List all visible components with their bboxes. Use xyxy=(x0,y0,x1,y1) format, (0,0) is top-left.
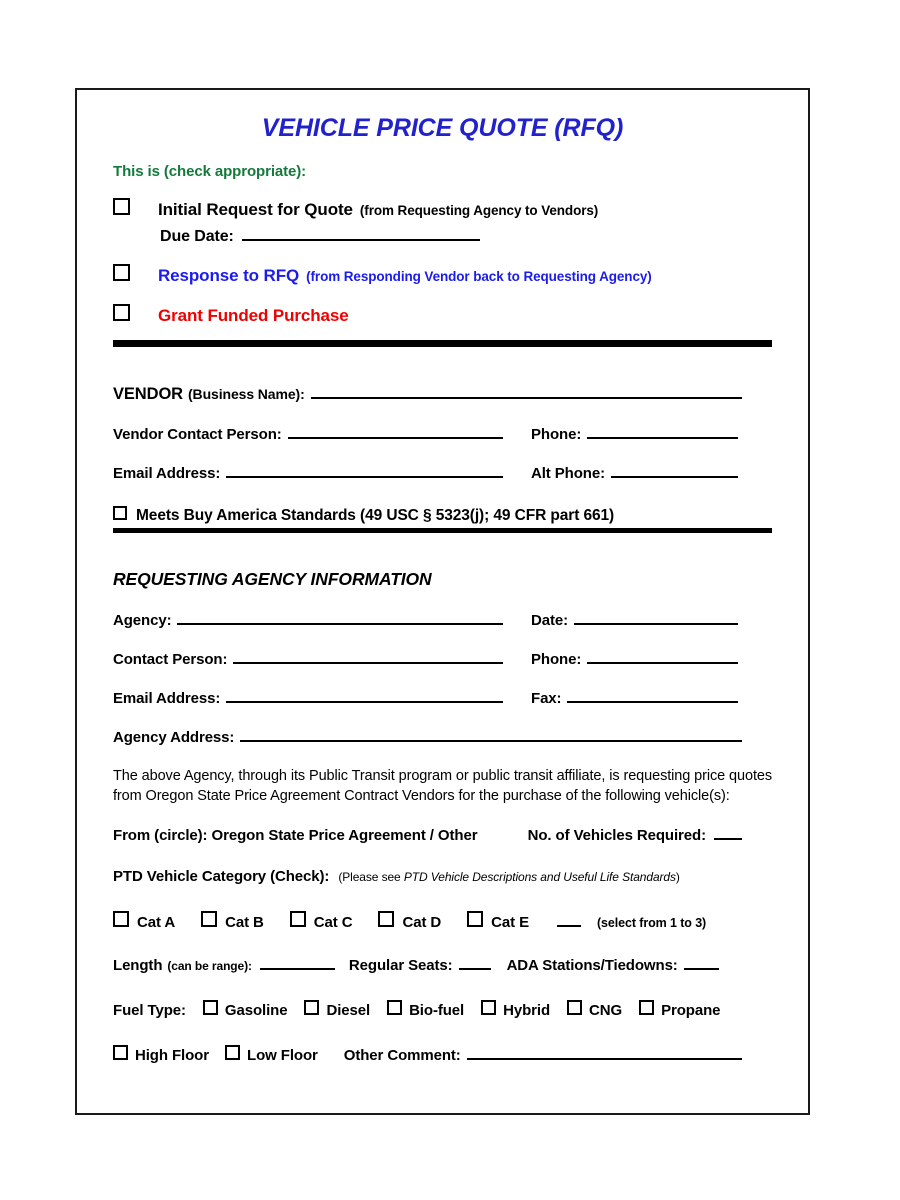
initial-request-label: Initial Request for Quote xyxy=(158,200,353,219)
gasoline-checkbox[interactable] xyxy=(203,1000,218,1015)
fuel-propane-option xyxy=(639,1000,720,1019)
agency-email-blank[interactable] xyxy=(226,691,503,703)
agency-email-row xyxy=(113,690,772,707)
cng-checkbox[interactable] xyxy=(567,1000,582,1015)
cat-d-option xyxy=(378,911,441,931)
vendor-phone-label: Phone: xyxy=(531,426,582,443)
rfq-form-page xyxy=(75,88,810,1115)
fuel-biofuel-option xyxy=(387,1000,464,1019)
propane-label: Propane xyxy=(661,1001,721,1019)
agency-contact-label: Contact Person: xyxy=(113,651,228,668)
ptd-note-prefix: (Please see xyxy=(338,869,404,884)
floor-row xyxy=(113,1045,772,1064)
vehicles-required-label: No. of Vehicles Required: xyxy=(527,826,706,844)
other-comment-blank[interactable] xyxy=(467,1048,742,1060)
gasoline-label: Gasoline xyxy=(224,1001,288,1019)
hybrid-label: Hybrid xyxy=(503,1001,551,1019)
cat-e-label: Cat E xyxy=(491,913,529,931)
ptd-note-title: PTD Vehicle Descriptions and Useful Life Standards xyxy=(403,869,676,884)
ptd-category-row xyxy=(113,868,772,885)
cat-e-option xyxy=(467,911,529,931)
vendor-contact-row xyxy=(113,426,772,443)
vendor-contact-blank[interactable] xyxy=(288,427,503,439)
cat-a-checkbox[interactable] xyxy=(113,911,129,927)
cat-a-label: Cat A xyxy=(137,913,176,931)
agency-name-blank[interactable] xyxy=(177,613,503,625)
section-divider-thin xyxy=(113,528,772,533)
length-row xyxy=(113,957,772,974)
agency-phone-blank[interactable] xyxy=(587,652,738,664)
agency-fax-label: Fax: xyxy=(531,690,562,707)
vehicles-required-blank[interactable] xyxy=(714,828,742,840)
agency-address-blank[interactable] xyxy=(240,730,742,742)
ada-stations-label: ADA Stations/Tiedowns: xyxy=(506,956,678,974)
from-circle-label: From (circle): Oregon State Price Agreement / Other xyxy=(113,826,478,844)
cat-a-option xyxy=(113,911,175,931)
low-floor-checkbox[interactable] xyxy=(225,1045,240,1060)
agency-address-row xyxy=(113,729,772,746)
agency-contact-blank[interactable] xyxy=(233,652,503,664)
ptd-category-note xyxy=(338,870,679,884)
section-divider xyxy=(113,340,772,347)
initial-request-note: (from Requesting Agency to Vendors) xyxy=(359,203,599,218)
vendor-label: VENDOR xyxy=(113,385,183,403)
length-label: Length xyxy=(113,956,163,974)
biofuel-checkbox[interactable] xyxy=(387,1000,402,1015)
length-blank[interactable] xyxy=(260,958,335,970)
cat-c-checkbox[interactable] xyxy=(290,911,306,927)
regular-seats-blank[interactable] xyxy=(459,958,491,970)
length-range-note: (can be range): xyxy=(167,958,252,973)
low-floor-option xyxy=(225,1045,318,1064)
agency-date-label: Date: xyxy=(531,612,569,629)
grant-funded-checkbox[interactable] xyxy=(113,304,130,321)
buy-america-label: Meets Buy America Standards (49 USC § 5323(j); 49 CFR part 661) xyxy=(136,507,615,524)
ptd-category-label: PTD Vehicle Category (Check): xyxy=(113,867,330,885)
regular-seats-label: Regular Seats: xyxy=(348,956,453,974)
agency-fax-blank[interactable] xyxy=(567,691,738,703)
option-initial-request xyxy=(113,198,772,220)
fuel-gasoline-option xyxy=(203,1000,288,1019)
request-paragraph: The above Agency, through its Public Transit program or public transit affiliate, is requesting price quotes from Oregon State Price Agreement Contract Vendors for the purchase of the following vehicle(s): xyxy=(113,768,772,805)
cat-d-label: Cat D xyxy=(402,913,442,931)
vendor-name-row xyxy=(113,385,772,404)
high-floor-checkbox[interactable] xyxy=(113,1045,128,1060)
grant-funded-label: Grant Funded Purchase xyxy=(158,306,349,325)
option-response xyxy=(113,264,772,286)
agency-email-label: Email Address: xyxy=(113,690,221,707)
cat-e-checkbox[interactable] xyxy=(467,911,483,927)
fuel-type-row xyxy=(113,1000,772,1019)
cng-label: CNG xyxy=(589,1001,623,1019)
response-checkbox[interactable] xyxy=(113,264,130,281)
cat-b-option xyxy=(201,911,264,931)
vendor-business-name-label: (Business Name): xyxy=(188,386,305,402)
cat-c-label: Cat C xyxy=(313,913,353,931)
response-note: (from Responding Vendor back to Requesting Agency) xyxy=(306,269,652,284)
propane-checkbox[interactable] xyxy=(639,1000,654,1015)
cat-b-checkbox[interactable] xyxy=(201,911,217,927)
response-label: Response to RFQ xyxy=(158,266,300,285)
cat-e-note: (select from 1 to 3) xyxy=(596,915,707,930)
high-floor-option xyxy=(113,1045,209,1064)
low-floor-label: Low Floor xyxy=(247,1046,318,1064)
diesel-label: Diesel xyxy=(326,1001,371,1019)
vendor-name-blank[interactable] xyxy=(311,387,742,399)
buy-america-checkbox[interactable] xyxy=(113,506,127,520)
agency-label: Agency: xyxy=(113,612,172,629)
cat-d-checkbox[interactable] xyxy=(378,911,394,927)
due-date-blank[interactable] xyxy=(242,229,480,241)
vendor-alt-phone-blank[interactable] xyxy=(611,466,738,478)
ptd-note-suffix: ) xyxy=(675,869,680,884)
high-floor-label: High Floor xyxy=(135,1046,209,1064)
buy-america-row xyxy=(113,506,772,525)
diesel-checkbox[interactable] xyxy=(304,1000,319,1015)
vendor-email-blank[interactable] xyxy=(226,466,503,478)
cat-b-label: Cat B xyxy=(225,913,264,931)
due-date-label: Due Date: xyxy=(160,228,234,245)
fuel-diesel-option xyxy=(304,1000,370,1019)
agency-contact-row xyxy=(113,651,772,668)
hybrid-checkbox[interactable] xyxy=(481,1000,496,1015)
agency-date-blank[interactable] xyxy=(574,613,738,625)
agency-phone-label: Phone: xyxy=(531,651,582,668)
agency-name-row xyxy=(113,612,772,629)
biofuel-label: Bio-fuel xyxy=(409,1001,465,1019)
fuel-hybrid-option xyxy=(481,1000,550,1019)
vendor-email-label: Email Address: xyxy=(113,465,221,482)
vendor-phone-blank[interactable] xyxy=(587,427,738,439)
option-grant-funded xyxy=(113,304,772,326)
ada-stations-blank[interactable] xyxy=(684,958,719,970)
vendor-alt-phone-label: Alt Phone: xyxy=(531,465,605,482)
cat-c-option xyxy=(290,911,353,931)
due-date-row xyxy=(160,228,772,246)
cat-e-blank[interactable] xyxy=(557,915,581,927)
vendor-email-row xyxy=(113,465,772,482)
intro-label: This is (check appropriate): xyxy=(113,163,307,180)
agency-section-heading: REQUESTING AGENCY INFORMATION xyxy=(113,569,432,589)
agency-address-label: Agency Address: xyxy=(113,729,235,746)
category-checkbox-row xyxy=(113,911,772,931)
page-title: VEHICLE PRICE QUOTE (RFQ) xyxy=(261,114,624,142)
from-row xyxy=(113,827,772,844)
initial-request-checkbox[interactable] xyxy=(113,198,130,215)
vendor-contact-label: Vendor Contact Person: xyxy=(113,426,282,443)
fuel-cng-option xyxy=(567,1000,622,1019)
other-comment-label: Other Comment: xyxy=(343,1046,461,1064)
fuel-type-label: Fuel Type: xyxy=(113,1001,186,1019)
